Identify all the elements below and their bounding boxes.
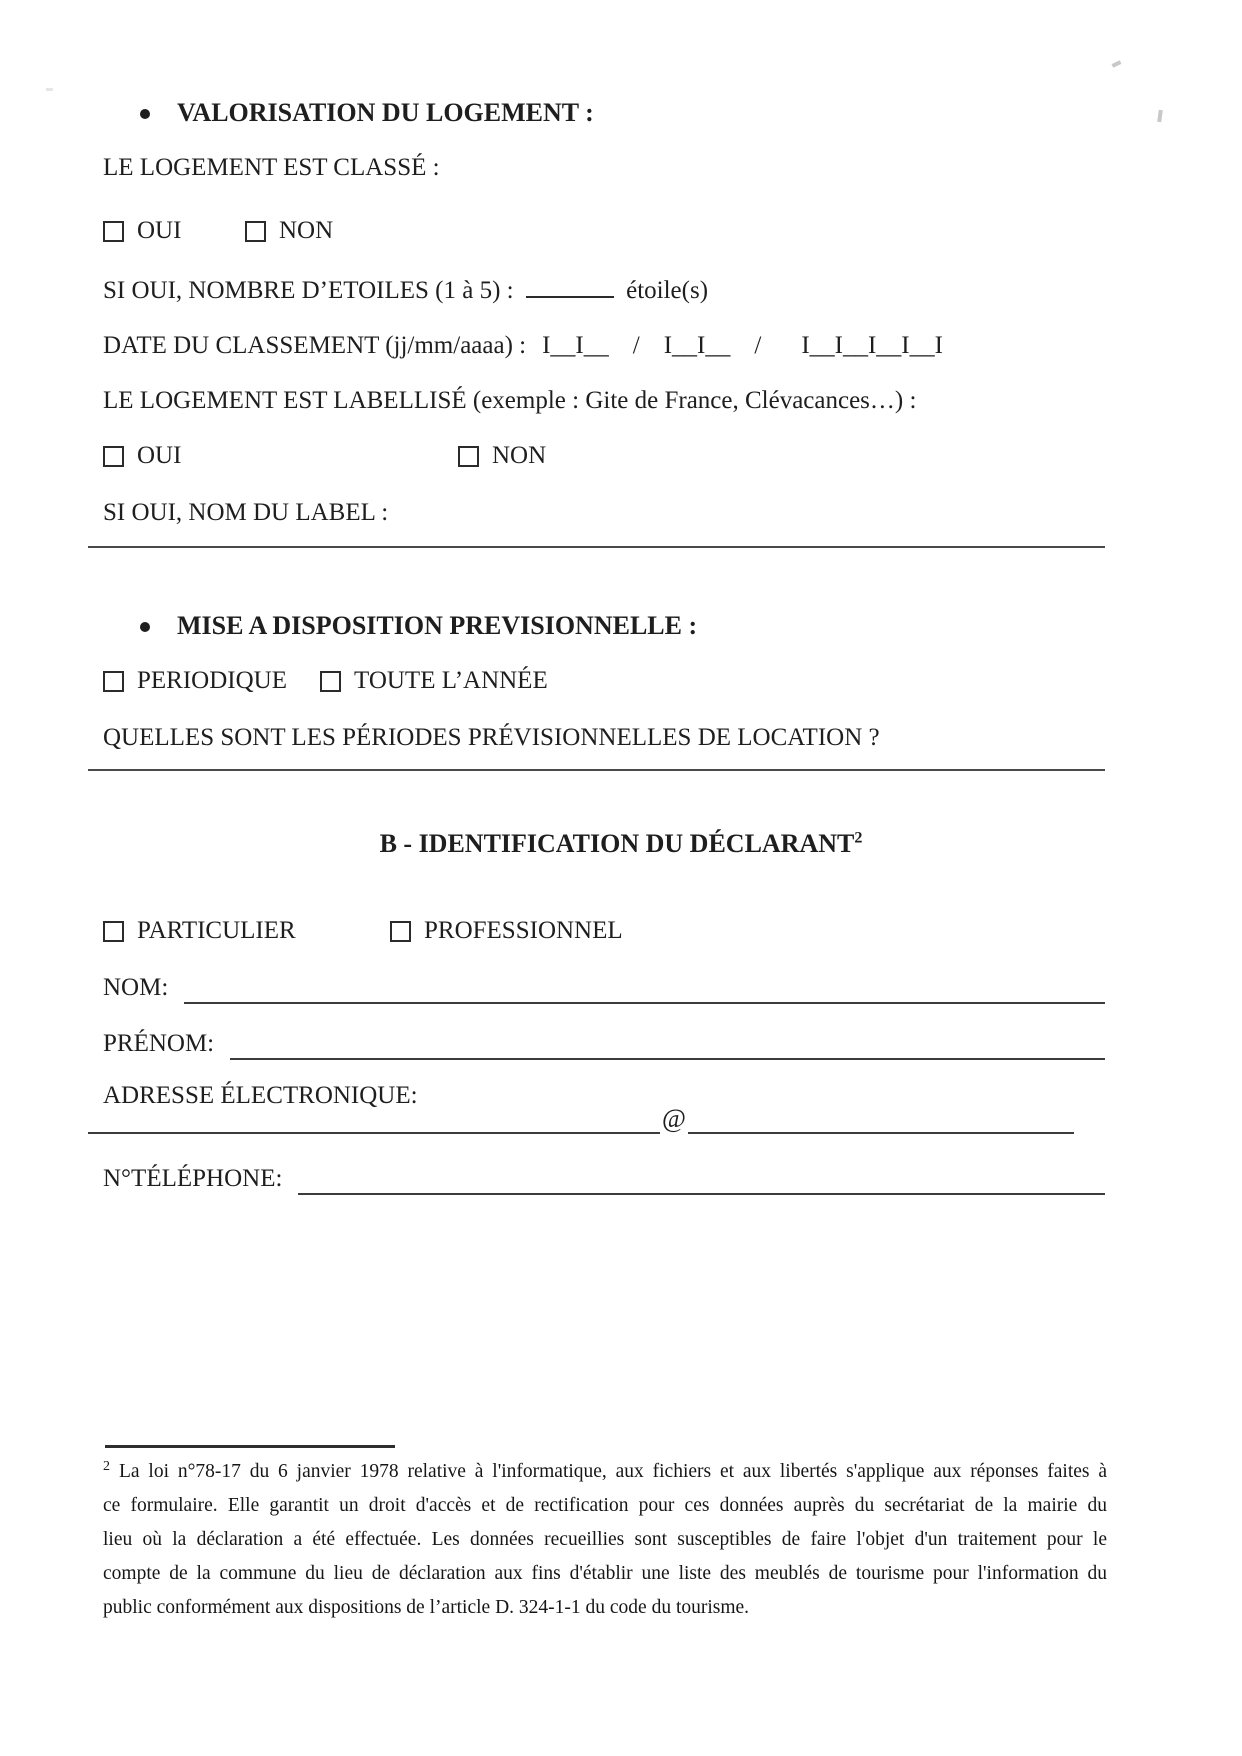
labellise-option-oui xyxy=(103,440,181,472)
scan-artifact xyxy=(46,88,53,91)
email-domain-writein-line[interactable] xyxy=(688,1104,1074,1134)
telephone-field-label: N°TÉLÉPHONE: xyxy=(103,1165,283,1192)
checkbox-label: OUI xyxy=(137,442,182,469)
valorisation-heading-text: VALORISATION DU LOGEMENT : xyxy=(177,98,594,127)
particulier-checkbox[interactable] xyxy=(103,921,124,942)
checkbox-label: NON xyxy=(279,217,334,244)
classement-option-non xyxy=(245,215,333,247)
disposition-section-heading xyxy=(140,610,697,642)
nom-du-label-question: SI OUI, NOM DU LABEL : xyxy=(103,499,389,526)
labellise-oui-checkbox[interactable] xyxy=(103,446,124,467)
footnote-ref: 2 xyxy=(103,1458,110,1474)
footnote-line: compte de la commune du lieu de déclaration aux fins d'établir une liste des meublés de tourisme pour l'information du xyxy=(103,1563,1107,1584)
footnote-rule xyxy=(105,1445,395,1448)
prenom-writein-line[interactable] xyxy=(230,1030,1105,1060)
footnote-line: public conformément aux dispositions de l’article D. 324-1-1 du code du tourisme. xyxy=(103,1597,750,1618)
disposition-option-periodique xyxy=(103,665,287,697)
nom-field-label: NOM: xyxy=(103,974,169,1001)
etoiles-suffix: étoile(s) xyxy=(626,277,709,304)
prenom-field-row xyxy=(103,1028,1105,1060)
footnote-line: ce formulaire. Elle garantit un droit d'accès et de rectification pour ces données auprès du secrétariat de la mairie du xyxy=(103,1495,1107,1516)
nom-field-row xyxy=(103,972,1105,1004)
checkbox-label: PARTICULIER xyxy=(137,917,296,944)
prenom-field-label: PRÉNOM: xyxy=(103,1030,215,1057)
labellise-option-non xyxy=(458,440,546,472)
professionnel-checkbox[interactable] xyxy=(390,921,411,942)
bullet-icon xyxy=(140,622,150,632)
scan-artifact xyxy=(1157,110,1163,122)
date-classement-row xyxy=(103,330,943,362)
email-local-writein-line[interactable] xyxy=(88,1104,660,1134)
date-month-cells[interactable]: I__I__ xyxy=(663,332,731,359)
etoiles-question: SI OUI, NOMBRE D’ETOILES (1 à 5) : xyxy=(103,277,514,304)
disposition-heading-text: MISE A DISPOSITION PREVISIONNELLE : xyxy=(177,611,698,640)
periodes-writein-line[interactable] xyxy=(88,769,1105,771)
labellise-non-checkbox[interactable] xyxy=(458,446,479,467)
checkbox-label: OUI xyxy=(137,217,182,244)
classement-question: LE LOGEMENT EST CLASSÉ : xyxy=(103,154,440,181)
date-separator: / xyxy=(754,332,762,359)
classement-option-oui xyxy=(103,215,181,247)
toute-annee-checkbox[interactable] xyxy=(320,671,341,692)
classement-oui-checkbox[interactable] xyxy=(103,221,124,242)
nom-writein-line[interactable] xyxy=(184,974,1105,1004)
type-option-particulier xyxy=(103,915,296,947)
footnote-ref-superscript: 2 xyxy=(854,829,863,847)
scan-artifact xyxy=(1112,60,1122,67)
disposition-option-toute-annee xyxy=(320,665,548,697)
at-symbol: @ xyxy=(662,1104,686,1133)
periodique-checkbox[interactable] xyxy=(103,671,124,692)
telephone-writein-line[interactable] xyxy=(298,1165,1105,1195)
checkbox-label: PERIODIQUE xyxy=(137,667,287,694)
labellise-question: LE LOGEMENT EST LABELLISÉ (exemple : Gite de France, Clévacances…) : xyxy=(103,387,917,414)
date-day-cells[interactable]: I__I__ xyxy=(542,332,609,359)
type-option-professionnel xyxy=(390,915,623,947)
date-separator: / xyxy=(632,332,640,359)
checkbox-label: PROFESSIONNEL xyxy=(424,917,623,944)
etoiles-blank-field[interactable] xyxy=(526,278,614,298)
footnote xyxy=(103,1455,1107,1625)
telephone-field-row xyxy=(103,1163,1105,1195)
checkbox-label: TOUTE L’ANNÉE xyxy=(354,667,548,694)
nom-du-label-writein-line[interactable] xyxy=(88,546,1105,548)
footnote-line: $^2$ La loi n°78-17 du 6 janvier 1978 relative à l'informatique, aux fichiers et aux libertés s'applique aux réponses faites à xyxy=(103,1458,1107,1482)
periodes-question: QUELLES SONT LES PÉRIODES PRÉVISIONNELLES DE LOCATION ? xyxy=(103,724,880,751)
valorisation-section-heading xyxy=(140,97,594,129)
footnote-line: lieu où la déclaration a été effectuée. Les données recueillies sont susceptibles de faire l'objet d'un traitement pour le xyxy=(103,1529,1107,1550)
email-field-row xyxy=(88,1104,1090,1134)
checkbox-label: NON xyxy=(492,442,547,469)
identification-heading-text: B - IDENTIFICATION DU DÉCLARANT xyxy=(379,829,855,858)
identification-heading xyxy=(0,828,1242,860)
date-classement-label: DATE DU CLASSEMENT (jj/mm/aaaa) : xyxy=(103,332,527,359)
bullet-icon xyxy=(140,109,150,119)
etoiles-question-row xyxy=(103,275,708,307)
date-year-cells[interactable]: I__I__I__I__I xyxy=(801,332,943,359)
email-field-label: ADRESSE ÉLECTRONIQUE: xyxy=(103,1082,418,1109)
classement-non-checkbox[interactable] xyxy=(245,221,266,242)
